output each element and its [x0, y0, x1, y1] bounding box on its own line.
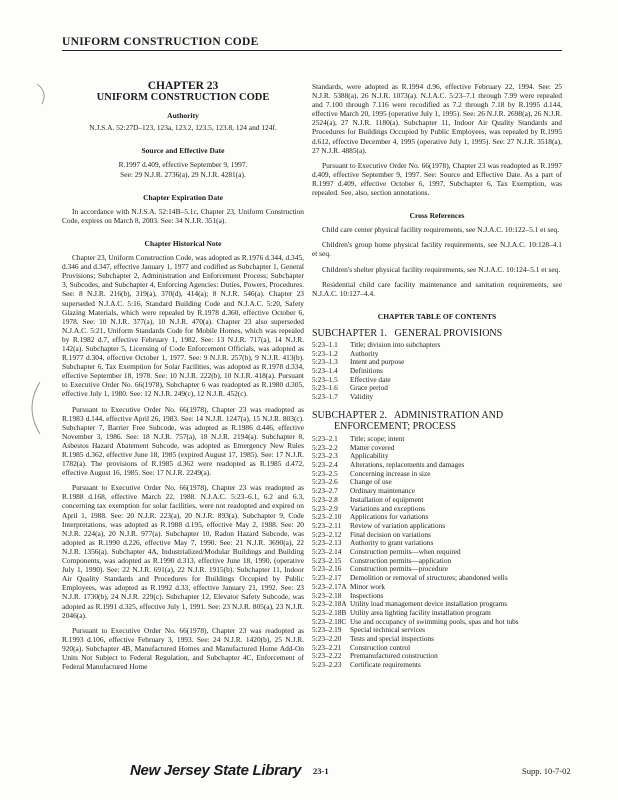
toc-section-number: 5:23–2.21 [312, 642, 342, 652]
history-paragraph-1: Chapter 23, Uniform Construction Code, was adopted as R.1976 d.344, d.345, d.346 and d.347, effective January 1, 1977 and codified as Subchapter 1, General Provisions; Subchapter 2, Administration and Enforcement Process; Subchapter 3, Subcodes, and Subchapter 4, Enforcing Agencies: Duties, Powers, Procedures. See: 8 N.J.R. 216(b), 319(a), 370(d), 414(a); 8 N.J.R. 546(a). Chapter 23 superseded N.J.A.C. 5:16, Standard Building Code and N.J.A.C. 5:20, Safety Glazing Materials, which were repealed by R.1978 d.360, effective October 6, 1978. See: 10 N.J.R. 377(a), 10 N.J.R. 470(a). Chapter 23 also superseded N.J.A.C. 5:21, Uniform Standards Code for Mobile Homes, which was repealed by R.1982 d.7, effective February 1, 1982. See: 13 N.J.R. 717(a), 14 N.J.R. 142(a). Subchapter 5, Licensing of Code Enforcement Officials, was adopted as R.1977 d.304, effective October 1, 1977. See: 9 N.J.R. 257(b), 9 N.J.R. 413(b). Subchapter 6, Tax Exemption for Solar Facilities, was adopted as R.1978 d.334, effective September 18, 1978. See: 10 N.J.R. 222(b), 10 N.J.R. 418(a). Pursuant to Executive Order No. 66(1978), Subchapter 6 was readopted as R.1980 d.305, effective July 1, 1980. See: 12 N.J.R. 249(c), 12 N.J.R. 452(c). [62, 253, 304, 399]
subchapter-2-title-line-1: SUBCHAPTER 2. ADMINISTRATION AND [312, 409, 504, 421]
toc-section-number: 5:23–1.4 [312, 366, 338, 376]
toc-section-title: Alterations, replacements and damages [350, 460, 465, 469]
toc-section-number: 5:23–2.12 [312, 529, 342, 539]
toc-section-title: Grace period [350, 383, 388, 393]
toc-section-title: Construction control [350, 642, 411, 652]
toc-section-title: Intent and purpose [350, 357, 405, 367]
toc-section-number: 5:23–2.4 [312, 460, 338, 469]
history-paragraph-4: Pursuant to Executive Order No. 66(1978), Chapter 23 was readopted as R.1993 d.106, effective February 3, 1993. See: 24 N.J.R. 1420(b), 25 N.J.R. 920(a). Subchapter 4B, Manufactured Homes and Manufactured Home Add-On Units Not Subject to Federal Regulation, and Subchapter 4C, Enforcement of Federal Manufactured Home [62, 625, 304, 672]
expiration-heading: Chapter Expiration Date [143, 192, 223, 202]
cross-reference-2: Children's group home physical facility requirements, see N.J.A.C. 10:128–4.1 et seq. [312, 240, 562, 259]
toc-section-number: 5:23–2.18B [312, 607, 347, 617]
toc-section-title: Change of use [350, 477, 392, 487]
library-logo: New Jersey State Library [130, 762, 302, 779]
history-heading: Chapter Historical Note [144, 238, 222, 248]
toc-section-title: Utility area lighting facility installation program [350, 607, 491, 617]
toc-section-title: Demolition or removal of structures; abandoned wells [350, 573, 508, 583]
toc-section-title: Construction permits—procedure [350, 564, 448, 574]
source-line-2: See: 29 N.J.R. 2736(a), 29 N.J.R. 4281(a). [120, 169, 246, 179]
cross-reference-1: Child care center physical facility requirements, see N.J.A.C. 10:122–5.1 et seq. [322, 225, 560, 235]
toc-section-title: Use and occupancy of swimming pools, spas and hot tubs [350, 616, 519, 626]
toc-section-number: 5:23–2.20 [312, 634, 342, 644]
toc-section-title: Definitions [350, 366, 383, 376]
toc-row [312, 393, 562, 402]
toc-section-title: Variations and exceptions [350, 503, 425, 513]
page-number: 23-1 [313, 766, 329, 776]
source-line-1: R.1997 d.409, effective September 9, 1997. [118, 160, 248, 170]
margin-mark-icon [34, 80, 56, 108]
cross-reference-3: Children's shelter physical facility requirements, see N.J.A.C. 10:124–5.1 et seq. [322, 264, 561, 274]
authority-text: N.J.S.A. 52:27D–123, 123a, 123.2, 123.5, 123.8, 124 and 124f. [89, 123, 277, 133]
toc-section-number: 5:23–2.18 [312, 590, 342, 600]
toc-row [312, 661, 562, 670]
cross-reference-4: Residential child care facility maintenance and sanitation requirements, see N.J.A.C. 10:127–4.4. [312, 279, 562, 298]
toc-section-title: Construction permits—when required [350, 547, 461, 557]
toc-section-number: 5:23–2.17 [312, 573, 342, 583]
toc-section-title: Validity [350, 392, 374, 402]
toc-section-number: 5:23–2.7 [312, 486, 338, 496]
toc-section-title: Installation of equipment [350, 494, 424, 504]
toc-section-number: 5:23–2.13 [312, 538, 342, 548]
subchapter-2-title-line-2: ENFORCEMENT; PROCESS [334, 420, 456, 432]
history-paragraph-2: Pursuant to Executive Order No. 66(1978), Chapter 23 was readopted as R.1983 d.144, effective April 26, 1983. See: 14 N.J.R. 1247(a), 15 N.J.R. 803(c). Subchapter 7, Barrier Free Subcode, was adopted as R.1986 d.446, effective November 3, 1986. See: 18 N.J.R. 757(a), 18 N.J.R. 2194(a). Subchapter 8, Asbestos Hazard Abatement Subcode, was adopted as Emergency New Rules R.1985 d.362, effective June 18, 1985 (expired August 17, 1985). See: 17 N.J.R. 1782(a). The provisions of R.1985 d.362 were readopted as R.1985 d.472, effective August 16, 1985. See: 17 N.J.R. 2249(a). [62, 404, 304, 478]
toc-section-title: Authority to grant variations [350, 538, 434, 548]
history-paragraph-6: Pursuant to Executive Order No. 66(1978), Chapter 23 was readopted as R.1997 d.409, effective September 9, 1997. See: Source and Effective Date. As a part of R.1997 d.409, effective October 6, 1997, Subchapter 6, Tax Exemption, was repealed. See, also, section annotations. [312, 160, 562, 198]
toc-section-number: 5:23–2.6 [312, 477, 338, 487]
toc-section-title: Ordinary maintenance [350, 486, 416, 496]
authority-heading: Authority [167, 111, 199, 121]
toc-section-title: Construction permits—application [350, 555, 452, 565]
toc-section-number: 5:23–1.7 [312, 392, 338, 402]
toc-section-number: 5:23–1.5 [312, 374, 338, 384]
toc-section-number: 5:23–1.2 [312, 348, 338, 358]
subchapter-1-toc [312, 341, 562, 402]
right-column [312, 82, 562, 672]
history-paragraph-5: Standards, were adopted as R.1994 d.96, effective February 22, 1994. See: 25 N.J.R. 5388(a), 26 N.J.R. 1073(a). N.J.A.C. 5:23–7.1 through 7.99 were repealed and 7.100 through 7.116 were recodified as 7.2 through 7.18 by R.1995 d.144, effective March 20, 1995 (operative July 1, 1995). See: 26 N.J.R. 2698(a), 26 N.J.R. 2524(a), 27 N.J.R. 1180(a). Subchapter 11, Indoor Air Quality Standards and Procedures for Buildings Occupied by Public Employees, was repealed by R.1995 d.612, effective December 4, 1995 (operative July 1, 1995). See: 27 N.J.R. 3518(a), 27 N.J.R. 4885(a). [312, 82, 562, 155]
toc-section-title: Matter covered [350, 442, 395, 452]
toc-section-number: 5:23–2.15 [312, 555, 342, 565]
toc-section-number: 5:23–2.10 [312, 512, 342, 522]
cross-references-heading: Cross References [409, 211, 465, 221]
toc-section-title: Inspections [350, 590, 384, 600]
toc-section-number: 5:23–1.1 [312, 339, 338, 349]
history-paragraph-3: Pursuant to Executive Order No. 66(1978), Chapter 23 was readopted as R.1988 d.168, effective March 22, 1988. N.J.A.C. 5:23–6.1, 6.2 and 6.3, concerning tax exemption for solar facilities, were not readopted and expired on April 1, 1988. See: 20 N.J.R. 223(a), 20 N.J.R. 893(a). Subchapter 9, Code Interpretations, was adopted as R.1988 d.195, effective May 2, 1988. See: 20 N.J.R. 224(a), 20 N.J.R. 977(a). Subchapter 10, Radon Hazard Subcode, was adopted as R.1990 d.226, effective May 7, 1990. See: 21 N.J.R. 3690(a), 22 N.J.R. 1356(a). Subchapter 4A, Industrialized/Modular Buildings and Building Components, was adopted as R.1990 d.313, effective June 18, 1990, (operative July 1, 1990). See: 22 N.J.R. 691(a), 22 N.J.R. 1915(b). Subchapter 11, Indoor Air Quality Standards and Procedures for Buildings Occupied by Public Employees, was adopted as R.1992 d.33, effective January 21, 1992. See: 23 N.J.R. 1730(b), 24 N.J.R. 229(c). Subchapter 12, Elevator Safety Subcode, was adopted as R.1991 d.325, effective July 1, 1991. See: 23 N.J.R. 805(a), 23 N.J.R. 2046(a). [62, 483, 304, 620]
toc-section-title: Applications for variations [350, 512, 429, 522]
hole-punch-mark-icon [18, 378, 48, 438]
toc-section-number: 5:23–2.23 [312, 660, 342, 670]
expiration-text: In accordance with N.J.S.A. 52:14B–5.1c, Chapter 23, Uniform Construction Code, expires on March 8, 2003. See: 34 N.J.R. 351(a). [62, 206, 304, 225]
subchapter-2-title [312, 410, 562, 432]
toc-section-number: 5:23–2.18C [312, 616, 347, 626]
subchapter-1-title: SUBCHAPTER 1. GENERAL PROVISIONS [312, 327, 503, 339]
toc-section-number: 5:23–2.1 [312, 433, 338, 443]
toc-section-title: Applicability [350, 451, 389, 461]
toc-section-title: Effective date [350, 374, 391, 384]
toc-section-number: 5:23–2.17A [312, 581, 347, 591]
left-column [62, 82, 304, 677]
toc-section-number: 5:23–2.22 [312, 651, 342, 661]
toc-section-number: 5:23–2.5 [312, 468, 338, 478]
chapter-number: CHAPTER 23 [147, 80, 219, 92]
toc-section-number: 5:23–2.3 [312, 451, 338, 461]
toc-section-number: 5:23–2.14 [312, 547, 342, 557]
toc-section-title: Certificate requirements [350, 660, 421, 670]
toc-section-title: Special technical services [350, 625, 425, 635]
running-header: UNIFORM CONSTRUCTION CODE [62, 36, 562, 51]
toc-heading: CHAPTER TABLE OF CONTENTS [377, 311, 497, 321]
toc-section-number: 5:23–2.19 [312, 625, 342, 635]
toc-section-number: 5:23–2.11 [312, 520, 342, 530]
subchapter-2-toc [312, 435, 562, 670]
toc-section-title: Final decision on variations [350, 529, 431, 539]
chapter-title: UNIFORM CONSTRUCTION CODE [96, 92, 270, 104]
toc-section-title: Title; scope; intent [350, 433, 405, 443]
toc-section-number: 5:23–2.8 [312, 494, 338, 504]
toc-section-title: Tests and special inspections [350, 634, 434, 644]
supplement-date: Supp. 10-7-02 [522, 766, 571, 776]
toc-section-number: 5:23–2.9 [312, 503, 338, 513]
toc-section-number: 5:23–2.16 [312, 564, 342, 574]
toc-section-number: 5:23–2.2 [312, 442, 338, 452]
toc-section-number: 5:23–2.18A [312, 599, 347, 609]
toc-section-number: 5:23–1.6 [312, 383, 338, 393]
toc-section-title: Concerning increase in size [350, 468, 431, 478]
toc-section-title: Title; division into subchapters [350, 339, 441, 349]
source-heading: Source and Effective Date [141, 146, 225, 156]
toc-section-title: Review of variation applications [350, 520, 446, 530]
toc-section-number: 5:23–1.3 [312, 357, 338, 367]
toc-section-title: Utility load management device installation programs [350, 599, 508, 609]
toc-section-title: Minor work [350, 581, 386, 591]
toc-section-title: Premanufactured construction [350, 651, 438, 661]
toc-section-title: Authority [350, 348, 379, 358]
